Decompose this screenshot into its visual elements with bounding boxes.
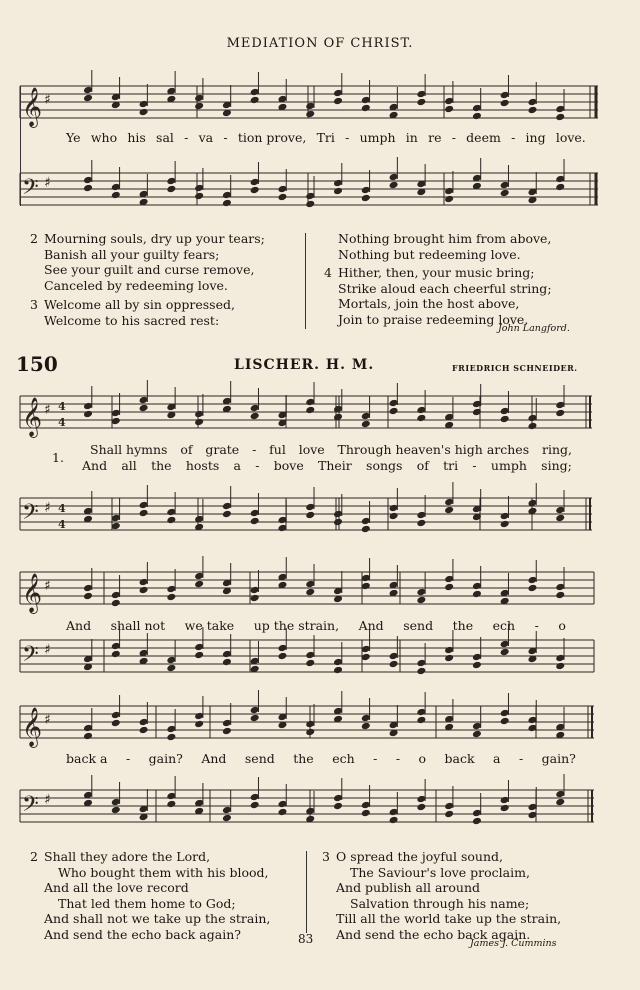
- svg-text:♯: ♯: [44, 500, 51, 516]
- note-chord: [111, 167, 121, 199]
- note-head: [166, 516, 176, 525]
- note-head: [361, 420, 371, 429]
- note-chord: [333, 494, 343, 526]
- note-chord: [361, 170, 371, 202]
- lyric-word: Ye: [66, 130, 81, 145]
- svg-text:♯: ♯: [44, 92, 51, 108]
- note-head: [305, 406, 315, 415]
- svg-text:𝄞: 𝄞: [22, 397, 43, 437]
- note-head: [416, 596, 426, 605]
- note-chord: [83, 568, 93, 600]
- note-chord: [500, 496, 510, 528]
- note-chord: [333, 163, 343, 195]
- note-head: [416, 519, 426, 528]
- note-head: [527, 584, 537, 593]
- lyric-word: -: [451, 130, 456, 145]
- note-chord: [389, 565, 399, 597]
- note-head: [500, 99, 510, 108]
- note-chord: [166, 569, 176, 601]
- note-chord: [277, 784, 287, 816]
- note-head: [305, 588, 315, 597]
- note-chord: [194, 394, 204, 426]
- note-head: [166, 185, 176, 194]
- note-chord: [111, 77, 121, 109]
- note-chord: [500, 573, 510, 605]
- lyric-word: sal: [156, 130, 174, 145]
- note-chord: [472, 158, 482, 190]
- lyric-word: tion prove,: [237, 130, 307, 145]
- note-chord: [444, 397, 454, 429]
- note-head: [416, 803, 426, 812]
- note-chord: [527, 172, 537, 204]
- note-head: [194, 720, 204, 729]
- note-chord: [222, 175, 232, 207]
- note-chord: [472, 384, 482, 416]
- note-head: [361, 809, 371, 818]
- note-chord: [444, 630, 454, 662]
- note-head: [250, 186, 260, 195]
- svg-text:♯: ♯: [44, 792, 51, 808]
- note-head: [333, 187, 343, 196]
- note-chord: [166, 492, 176, 524]
- system1-treble-staff: [0, 388, 640, 438]
- note-head: [472, 661, 482, 670]
- note-head: [555, 514, 565, 523]
- system3-treble-staff: [0, 698, 640, 748]
- note-chord: [305, 487, 315, 519]
- svg-text:𝄢: 𝄢: [22, 792, 39, 822]
- note-head: [472, 817, 482, 826]
- svg-text:𝄞: 𝄞: [22, 87, 43, 127]
- note-head: [277, 808, 287, 817]
- top-treble-staff: [0, 78, 640, 128]
- note-chord: [527, 787, 537, 819]
- note-head: [361, 722, 371, 731]
- note-head: [333, 666, 343, 675]
- note-head: [472, 590, 482, 599]
- note-head: [139, 586, 149, 595]
- note-head: [444, 810, 454, 819]
- note-chord: [472, 489, 482, 521]
- note-chord: [333, 642, 343, 674]
- note-head: [250, 594, 260, 603]
- note-chord: [500, 75, 510, 107]
- note-head: [333, 97, 343, 106]
- main-author: James J. Cummins: [470, 938, 557, 949]
- note-head: [250, 517, 260, 526]
- note-chord: [500, 780, 510, 812]
- note-chord: [83, 708, 93, 740]
- note-head: [333, 802, 343, 811]
- note-head: [139, 108, 149, 117]
- note-chord: [222, 381, 232, 413]
- note-head: [555, 591, 565, 600]
- note-head: [389, 181, 399, 190]
- lyric-word: Tri: [316, 130, 335, 145]
- note-head: [139, 726, 149, 735]
- note-head: [527, 106, 537, 115]
- system-brace: [20, 86, 21, 206]
- note-head: [500, 415, 510, 424]
- note-chord: [389, 636, 399, 668]
- note-chord: [277, 697, 287, 729]
- note-chord: [111, 695, 121, 727]
- note-chord: [444, 786, 454, 818]
- note-chord: [361, 80, 371, 112]
- lyric-word: re: [428, 130, 442, 145]
- lyric-word: his: [127, 130, 146, 145]
- note-chord: [83, 160, 93, 192]
- note-head: [555, 662, 565, 671]
- note-head: [555, 409, 565, 418]
- note-chord: [250, 72, 260, 104]
- main-verses-right: 3 O spread the joyful sound, The Saviour's love proclaim, And publish all around Salvation through his name; Till all the world take up the strain, And send the echo back again.: [322, 849, 562, 942]
- note-chord: [444, 699, 454, 731]
- note-chord: [416, 390, 426, 422]
- note-head: [83, 592, 93, 601]
- note-head: [194, 192, 204, 201]
- svg-text:4: 4: [58, 502, 66, 515]
- note-head: [500, 804, 510, 813]
- note-head: [416, 667, 426, 676]
- note-head: [305, 110, 315, 119]
- svg-text:𝄞: 𝄞: [22, 573, 43, 613]
- note-chord: [444, 171, 454, 203]
- svg-text:𝄢: 𝄢: [22, 175, 39, 205]
- top-bass-staff: [0, 165, 640, 215]
- note-head: [444, 195, 454, 204]
- hymn-number: 150: [16, 352, 58, 376]
- note-head: [555, 798, 565, 807]
- note-head: [222, 727, 232, 736]
- note-head: [222, 199, 232, 208]
- note-head: [166, 733, 176, 742]
- note-head: [444, 506, 454, 515]
- note-chord: [500, 693, 510, 725]
- note-head: [111, 806, 121, 815]
- svg-text:♯: ♯: [44, 712, 51, 728]
- svg-text:♯: ♯: [44, 175, 51, 191]
- lyric-word: deem: [466, 130, 501, 145]
- tune-title: LISCHER. H. M.: [234, 357, 375, 373]
- note-chord: [416, 692, 426, 724]
- lyric-word: -: [184, 130, 189, 145]
- note-head: [527, 422, 537, 431]
- note-head: [333, 518, 343, 527]
- note-chord: [416, 74, 426, 106]
- note-head: [305, 659, 315, 668]
- note-head: [166, 593, 176, 602]
- svg-text:♯: ♯: [44, 578, 51, 594]
- note-chord: [277, 628, 287, 660]
- note-chord: [250, 570, 260, 602]
- note-chord: [277, 79, 287, 111]
- lyric-word: -: [345, 130, 350, 145]
- note-head: [277, 193, 287, 202]
- svg-text:4: 4: [58, 416, 66, 429]
- note-chord: [333, 389, 343, 421]
- note-head: [166, 664, 176, 673]
- note-head: [83, 94, 93, 103]
- note-head: [416, 716, 426, 725]
- note-head: [472, 112, 482, 121]
- note-chord: [277, 395, 287, 427]
- top-lyric-line: [66, 130, 586, 145]
- note-chord: [250, 777, 260, 809]
- note-chord: [83, 639, 93, 671]
- note-chord: [139, 84, 149, 116]
- note-chord: [333, 778, 343, 810]
- note-head: [250, 714, 260, 723]
- note-head: [83, 732, 93, 741]
- note-chord: [527, 82, 537, 114]
- note-chord: [194, 627, 204, 659]
- lyric-word: va: [198, 130, 214, 145]
- top-verses-left: 2 Mourning souls, dry up your tears; Banish all your guilty fears; See your guilt and curse remove, Canceled by redeeming love. 3 Welcome all by sin oppressed, Welcome to his sacred rest:: [30, 231, 265, 328]
- note-chord: [416, 495, 426, 527]
- note-head: [555, 113, 565, 122]
- note-head: [500, 717, 510, 726]
- note-chord: [139, 702, 149, 734]
- lyric-word: ing: [525, 130, 546, 145]
- note-chord: [166, 776, 176, 808]
- note-chord: [527, 700, 537, 732]
- system3-bass-staff: [0, 782, 640, 832]
- note-head: [194, 102, 204, 111]
- system1-lyric-line2: And all the hosts a - bove Their songs of tri - umph sing;: [82, 458, 572, 473]
- note-chord: [166, 161, 176, 193]
- note-chord: [472, 637, 482, 669]
- note-chord: [166, 71, 176, 103]
- svg-text:4: 4: [58, 400, 66, 413]
- note-head: [500, 520, 510, 529]
- note-head: [555, 183, 565, 192]
- lyric-word: umph: [359, 130, 396, 145]
- note-chord: [555, 385, 565, 417]
- note-chord: [222, 563, 232, 595]
- note-chord: [166, 387, 176, 419]
- note-chord: [194, 783, 204, 815]
- note-chord: [139, 633, 149, 665]
- note-chord: [222, 634, 232, 666]
- system1-verse-number: 1.: [52, 450, 64, 465]
- note-head: [194, 651, 204, 660]
- note-head: [139, 404, 149, 413]
- note-head: [389, 660, 399, 669]
- note-head: [305, 200, 315, 209]
- system2-treble-staff: [0, 564, 640, 614]
- note-head: [83, 410, 93, 419]
- top-author: John Langford.: [498, 323, 570, 334]
- note-chord: [222, 703, 232, 735]
- main-verses-left: 2 Shall they adore the Lord, Who bought them with his blood, And all the love record That led them home to God; And shall not we take up the strain, And send the echo back again?: [30, 849, 271, 942]
- system2-bass-staff: [0, 632, 640, 682]
- note-head: [305, 728, 315, 737]
- note-head: [111, 191, 121, 200]
- note-chord: [277, 169, 287, 201]
- lyric-word: who: [90, 130, 118, 145]
- svg-text:4: 4: [58, 518, 66, 531]
- note-chord: [389, 488, 399, 520]
- top-verses-right: Nothing brought him from above, Nothing but redeeming love. 4 Hither, then, your music bring; Strike aloud each cheerful string; Mortals, join the host above, Join to praise redeeming love.: [324, 231, 552, 327]
- note-chord: [277, 557, 287, 589]
- note-chord: [250, 162, 260, 194]
- page-header: MEDIATION OF CHRIST.: [226, 36, 414, 51]
- lyric-word: -: [511, 130, 516, 145]
- note-chord: [194, 499, 204, 531]
- note-chord: [333, 571, 343, 603]
- svg-text:𝄞: 𝄞: [22, 707, 43, 747]
- note-chord: [389, 87, 399, 119]
- note-chord: [527, 560, 537, 592]
- note-head: [111, 599, 121, 608]
- note-head: [222, 510, 232, 519]
- note-head: [389, 407, 399, 416]
- note-head: [222, 814, 232, 823]
- note-chord: [527, 631, 537, 663]
- note-chord: [555, 159, 565, 191]
- note-head: [389, 816, 399, 825]
- note-head: [194, 418, 204, 427]
- note-head: [416, 414, 426, 423]
- note-head: [111, 719, 121, 728]
- note-head: [389, 512, 399, 521]
- note-chord: [139, 789, 149, 821]
- note-head: [166, 800, 176, 809]
- system2-lyric-line: And shall not we take up the strain, And send the ech - o: [66, 618, 566, 633]
- note-chord: [222, 85, 232, 117]
- note-head: [222, 658, 232, 667]
- note-head: [250, 412, 260, 421]
- note-chord: [250, 641, 260, 673]
- note-head: [444, 583, 454, 592]
- note-head: [500, 189, 510, 198]
- note-head: [277, 652, 287, 661]
- note-chord: [139, 562, 149, 594]
- svg-text:𝄢: 𝄢: [22, 500, 39, 530]
- note-head: [250, 801, 260, 810]
- note-head: [444, 105, 454, 114]
- lyric-word: -: [223, 130, 228, 145]
- note-head: [194, 580, 204, 589]
- note-chord: [139, 485, 149, 517]
- note-chord: [472, 566, 482, 598]
- verse-divider: [306, 851, 307, 933]
- svg-text:𝄢: 𝄢: [22, 642, 39, 672]
- svg-text:♯: ♯: [44, 642, 51, 658]
- note-chord: [194, 696, 204, 728]
- note-head: [361, 194, 371, 203]
- note-chord: [416, 164, 426, 196]
- system1-bass-staff: [0, 490, 640, 540]
- note-head: [139, 509, 149, 518]
- note-head: [250, 96, 260, 105]
- note-chord: [333, 73, 343, 105]
- note-chord: [83, 775, 93, 807]
- note-chord: [416, 779, 426, 811]
- lyric-word: in: [405, 130, 418, 145]
- note-chord: [472, 88, 482, 120]
- page-number: 83: [298, 932, 314, 946]
- lyric-word: love.: [555, 130, 586, 145]
- note-chord: [222, 486, 232, 518]
- note-head: [111, 650, 121, 659]
- note-chord: [444, 559, 454, 591]
- note-head: [500, 648, 510, 657]
- system3-lyric-line: back a - gain? And send the ech - - o back a - gain?: [66, 751, 576, 766]
- note-chord: [389, 705, 399, 737]
- note-head: [416, 98, 426, 107]
- svg-text:♯: ♯: [44, 402, 51, 418]
- note-head: [361, 525, 371, 534]
- note-chord: [389, 383, 399, 415]
- verse-divider: [305, 233, 306, 329]
- note-chord: [305, 382, 315, 414]
- note-chord: [83, 491, 93, 523]
- note-head: [361, 104, 371, 113]
- note-chord: [555, 707, 565, 739]
- note-chord: [555, 638, 565, 670]
- note-head: [444, 654, 454, 663]
- note-head: [83, 184, 93, 193]
- note-chord: [389, 792, 399, 824]
- note-chord: [333, 691, 343, 723]
- note-chord: [139, 174, 149, 206]
- note-head: [472, 730, 482, 739]
- note-chord: [277, 500, 287, 532]
- system1-lyric-line1: Shall hymns of grate - ful love Through heaven's high arches ring,: [90, 442, 572, 457]
- note-chord: [83, 386, 93, 418]
- composer: FRIEDRICH SCHNEIDER.: [452, 363, 578, 373]
- note-head: [305, 511, 315, 520]
